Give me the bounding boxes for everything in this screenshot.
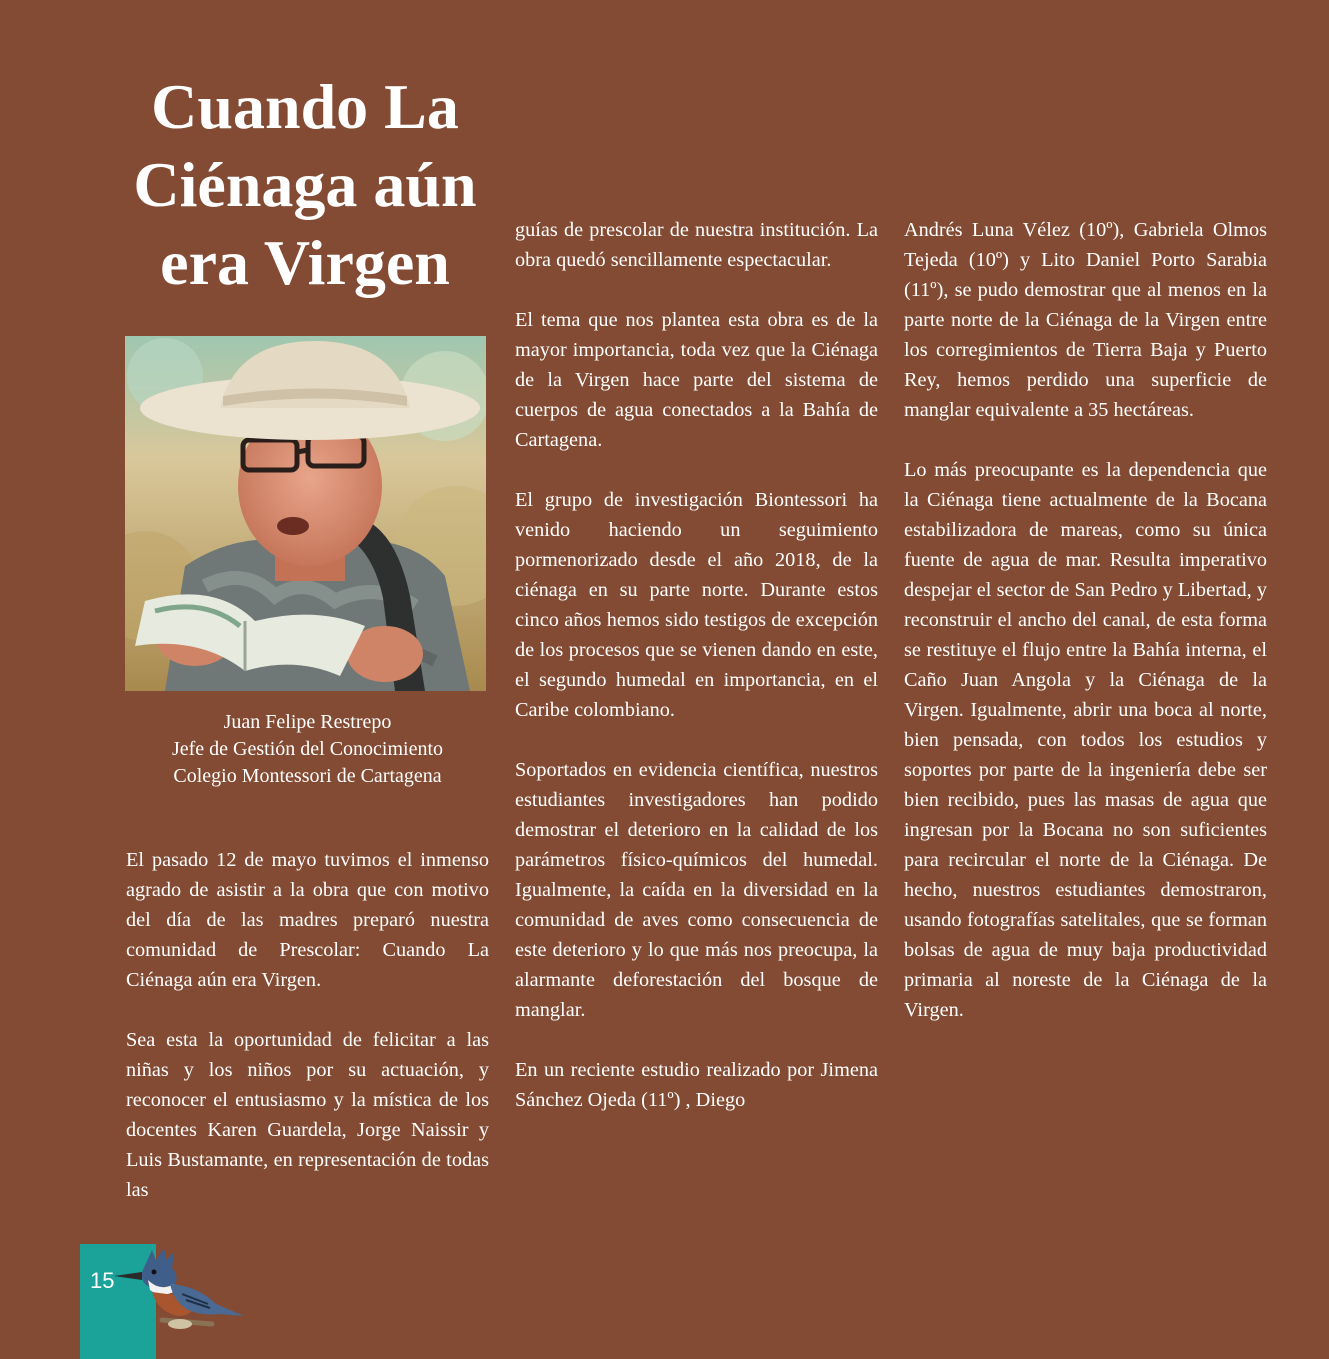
paragraph: Lo más preocupante es la dependencia que la Ciénaga tiene actualmente de la Bocana estabilizadora de mareas, como su única fuente de agua de mar. Resulta imperativo despejar el sector de San Pedro y Libertad, y reconstruir el ancho del canal, de esta forma se restituye el flujo entre la Bahía interna, el Caño Juan Angola y la Ciénaga de la Virgen. Igualmente, abrir una boca al norte, bien pensada, con todos los estudios y soportes por parte de la ingeniería debe ser bien recibido, pues las masas de agua que ingresan por la Bocana no son suficientes para recircular el norte de la Ciénaga. De hecho, nuestros estudiantes demostraron, usando fotografías satelitales, que se forman bolsas de agua de muy baja productividad primaria al noreste de la Ciénaga de la Virgen.	[904, 459, 1267, 1021]
caption-institution: Colegio Montessori de Cartagena	[173, 765, 442, 787]
paragraph: Soportados en evidencia científica, nuestros estudiantes investigadores han podido demostrar el deterioro en la calidad de los parámetros físico-químicos del humedal. Igualmente, la caída en la diversidad en la comunidad de aves como consecuencia de este deterioro y lo que más nos preocupa, la alarmante deforestación del bosque de manglar.	[515, 759, 878, 1021]
article-title: Cuando La Ciénaga aún era Virgen	[133, 71, 477, 298]
paragraph: El pasado 12 de mayo tuvimos el inmenso agrado de asistir a la obra que con motivo del día de las madres preparó nuestra comunidad de Prescolar: Cuando La Ciénaga aún era Virgen.	[126, 849, 489, 991]
article-column-1	[126, 845, 489, 1205]
paragraph: Andrés Luna Vélez (10º), Gabriela Olmos Tejeda (10º) y Lito Daniel Porto Sarabia (11º), se pudo demostrar que al menos en la parte norte de la Ciénaga de la Virgen entre los corregimientos de Tierra Baja y Puerto Rey, hemos perdido una superficie de manglar equivalente a 35 hectáreas.	[904, 219, 1267, 421]
article-column-3	[904, 215, 1267, 1025]
kingfisher-bird-icon	[112, 1242, 252, 1332]
page-number: 15	[90, 1268, 115, 1293]
paragraph: El tema que nos plantea esta obra es de la mayor importancia, toda vez que la Ciénaga de la Virgen hace parte del sistema de cuerpos de agua conectados a la Bahía de Cartagena.	[515, 309, 878, 451]
paragraph: En un reciente estudio realizado por Jimena Sánchez Ojeda (11º) , Diego	[515, 1059, 878, 1111]
caption-name: Juan Felipe Restrepo	[223, 711, 392, 733]
photo-caption	[110, 709, 505, 790]
paragraph: El grupo de investigación Biontessori ha venido haciendo un seguimiento pormenorizado desde el año 2018, de la ciénaga en su parte norte. Durante estos cinco años hemos sido testigos de excepción de los procesos que se vienen dando en este, el segundo humedal en importancia, en el Caribe colombiano.	[515, 489, 878, 721]
caption-role: Jefe de Gestión del Conocimiento	[171, 738, 444, 760]
article-column-2	[515, 215, 878, 1115]
paragraph: Sea esta la oportunidad de felicitar a las niñas y los niños por su actuación, y reconocer el entusiasmo y la mística de los docentes Karen Guardela, Jorge Naissir y Luis Bustamante, en representación de todas las	[126, 1029, 489, 1201]
author-photo	[125, 336, 486, 691]
paragraph: guías de prescolar de nuestra institución. La obra quedó sencillamente espectacular.	[515, 219, 878, 271]
